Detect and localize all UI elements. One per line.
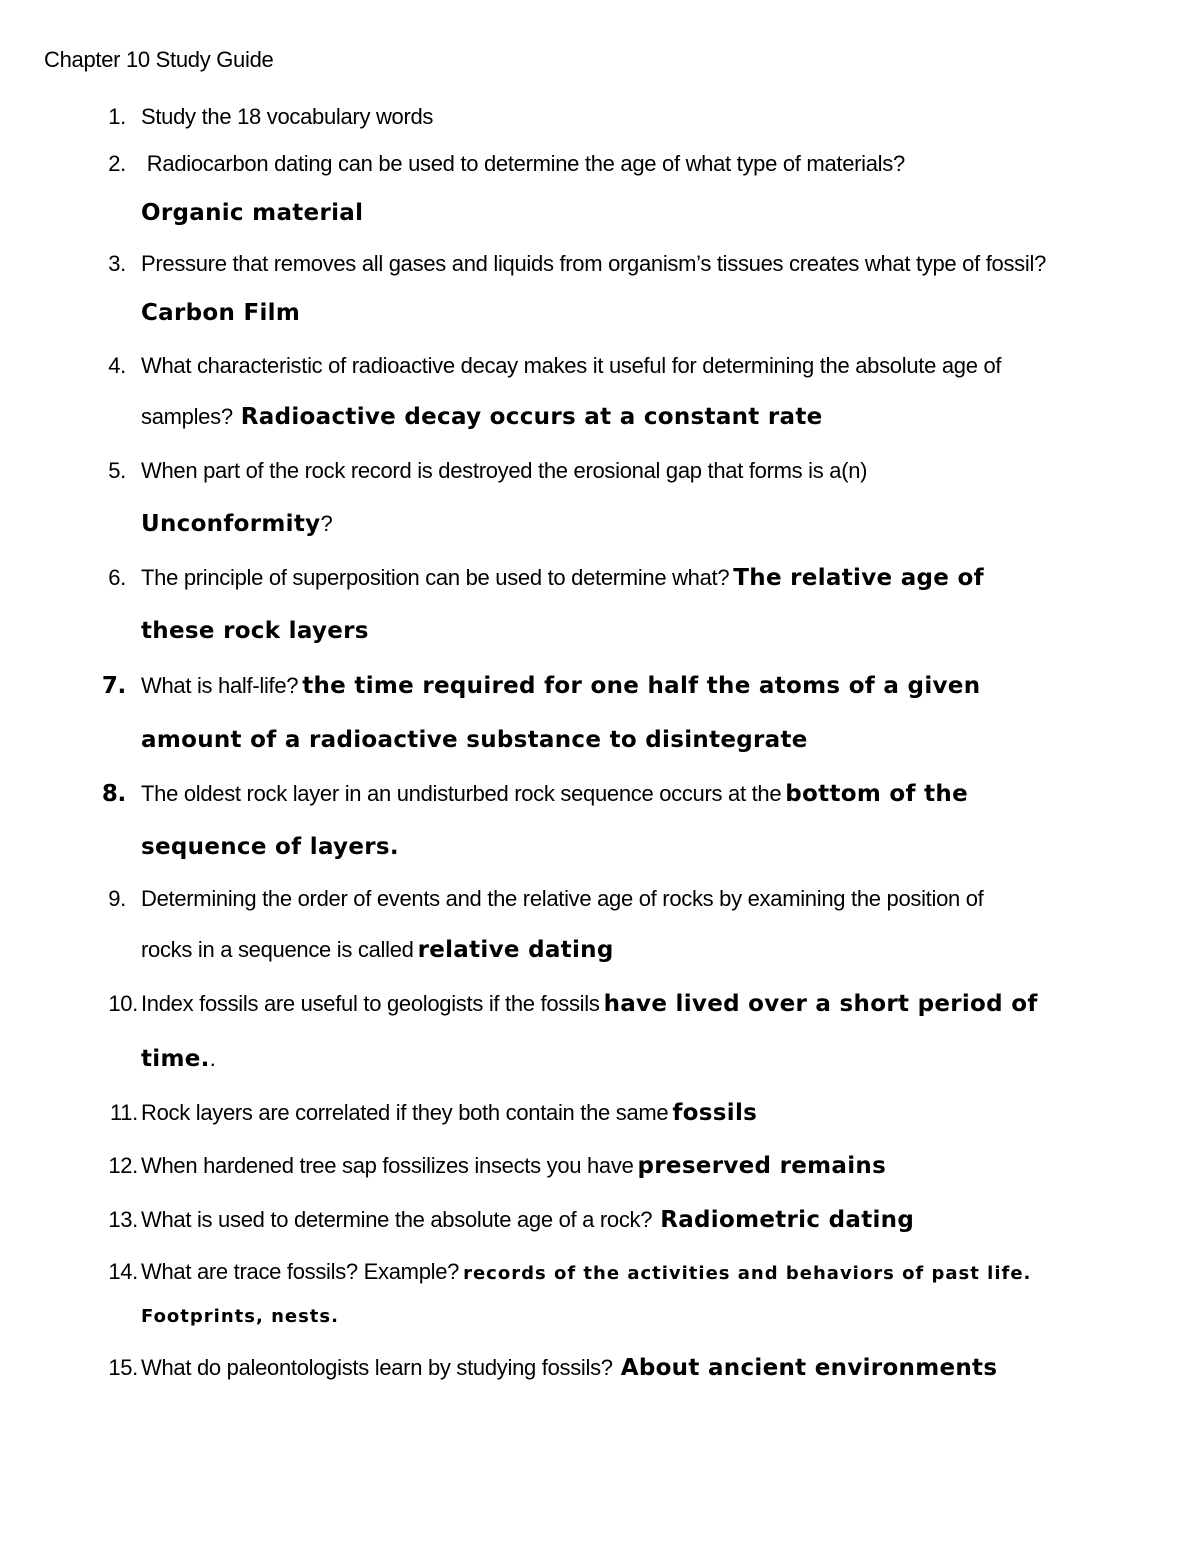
answer-text: the time required for one half the atoms of a given bbox=[302, 673, 981, 699]
answer-text: Organic material bbox=[141, 200, 364, 226]
item-number: 3. bbox=[108, 251, 126, 276]
item-number: 6. bbox=[108, 565, 126, 590]
question-text: Study the 18 vocabulary words bbox=[141, 104, 434, 129]
item-number: 12. bbox=[108, 1153, 138, 1178]
answer-text: Unconformity bbox=[141, 511, 321, 537]
item-number: 7. bbox=[101, 673, 126, 699]
question-text: What is half-life? bbox=[141, 673, 299, 698]
question-text: What is used to determine the absolute age of a rock? bbox=[141, 1207, 653, 1232]
question-text: samples? bbox=[141, 404, 233, 429]
item-number: 5. bbox=[108, 458, 126, 483]
answer-text: Radiometric dating bbox=[660, 1207, 915, 1233]
answer-text: amount of a radioactive substance to disintegrate bbox=[141, 727, 808, 753]
question-text: Rock layers are correlated if they both contain the same bbox=[141, 1100, 669, 1125]
item-number: 1. bbox=[108, 104, 126, 129]
item-number: 2. bbox=[108, 151, 126, 176]
item-number: 4. bbox=[108, 353, 126, 378]
question-text: rocks in a sequence is called bbox=[141, 937, 414, 962]
answer-text: Radioactive decay occurs at a constant rate bbox=[240, 404, 823, 430]
answer-text: relative dating bbox=[417, 937, 614, 963]
item-number: 11. bbox=[109, 1100, 138, 1125]
question-text: What do paleontologists learn by studying fossils? bbox=[141, 1355, 613, 1380]
answer-text: Carbon Film bbox=[141, 300, 301, 326]
question-text: The principle of superposition can be used to determine what? bbox=[141, 565, 730, 590]
question-text: When hardened tree sap fossilizes insects you have bbox=[141, 1153, 634, 1178]
answer-text: sequence of layers. bbox=[141, 834, 399, 860]
answer-text: preserved remains bbox=[637, 1153, 887, 1179]
answer-text: these rock layers bbox=[141, 618, 369, 644]
answer-text: bottom of the bbox=[785, 781, 968, 807]
question-text: What are trace fossils? Example? bbox=[141, 1259, 460, 1284]
item-number: 13. bbox=[108, 1207, 138, 1232]
question-text: The oldest rock layer in an undisturbed rock sequence occurs at the bbox=[141, 781, 782, 806]
item-number: 10. bbox=[108, 991, 138, 1016]
question-suffix: . bbox=[209, 1046, 216, 1071]
question-text: Index fossils are useful to geologists if the fossils bbox=[141, 991, 600, 1016]
item-number: 9. bbox=[108, 886, 126, 911]
question-text: Determining the order of events and the relative age of rocks by examining the position of bbox=[141, 886, 984, 911]
answer-text: fossils bbox=[672, 1100, 758, 1126]
question-text: What characteristic of radioactive decay makes it useful for determining the absolute age of bbox=[141, 353, 1002, 378]
answer-text: records of the activities and behaviors of past life. bbox=[463, 1263, 1032, 1284]
answer-text: About ancient environments bbox=[620, 1355, 998, 1381]
answer-text: Footprints, nests. bbox=[141, 1306, 339, 1327]
item-number: 15. bbox=[108, 1355, 138, 1380]
question-text: Pressure that removes all gases and liquids from organism’s tissues creates what type of fossil? bbox=[141, 251, 1046, 276]
item-number: 8. bbox=[101, 781, 126, 807]
answer-text: time. bbox=[141, 1046, 210, 1072]
answer-text: have lived over a short period of bbox=[603, 991, 1038, 1017]
question-suffix: ? bbox=[320, 511, 333, 536]
item-number: 14. bbox=[108, 1259, 138, 1284]
page-title: Chapter 10 Study Guide bbox=[44, 47, 274, 72]
question-text: Radiocarbon dating can be used to determine the age of what type of materials? bbox=[141, 151, 905, 176]
question-text: When part of the rock record is destroyed the erosional gap that forms is a(n) bbox=[141, 458, 868, 483]
answer-text: The relative age of bbox=[733, 565, 984, 591]
